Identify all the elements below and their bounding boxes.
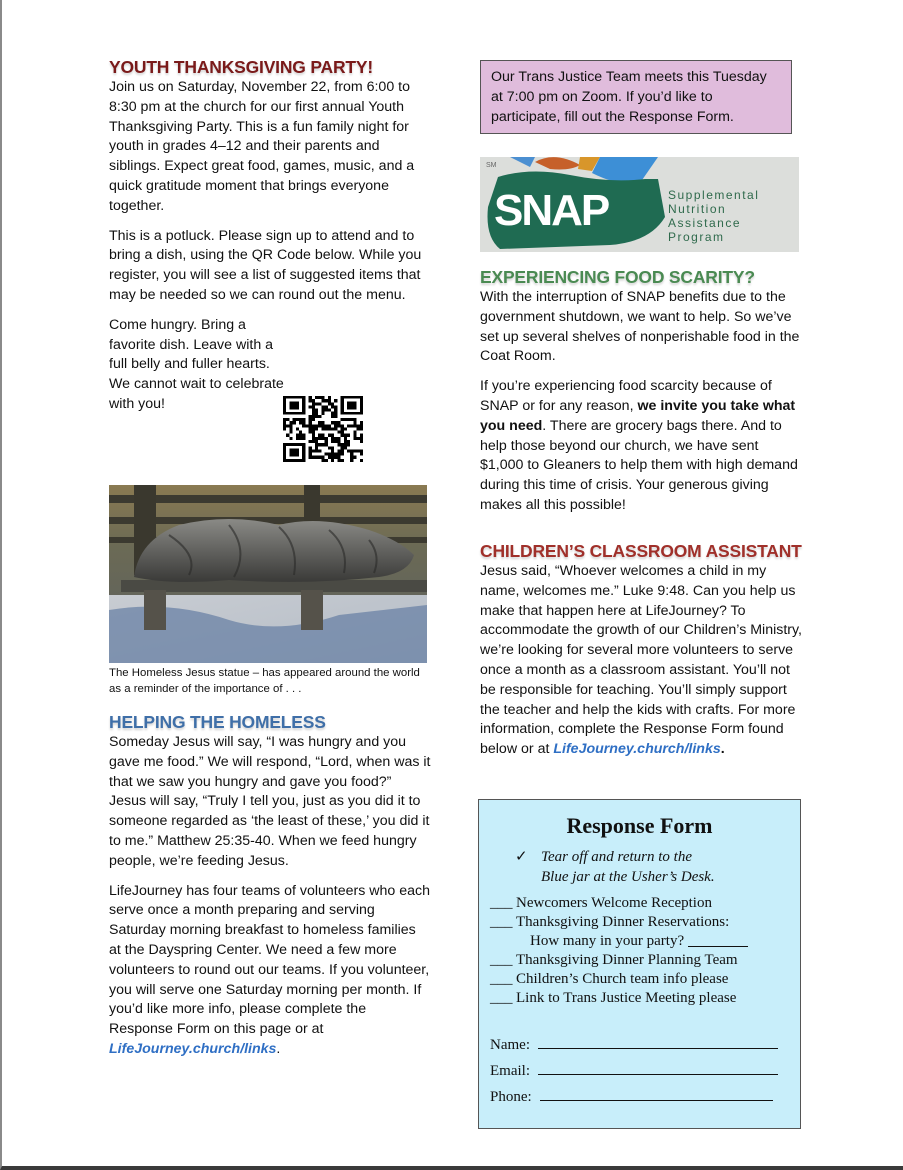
qr-module xyxy=(341,449,344,452)
snap-line-1: Supplemental xyxy=(668,188,760,202)
qr-module xyxy=(283,418,286,421)
qr-module xyxy=(334,424,337,427)
qr-module xyxy=(331,437,334,440)
qr-module xyxy=(360,421,363,424)
qr-module xyxy=(309,399,312,402)
qr-module xyxy=(347,424,350,427)
qr-module xyxy=(286,418,289,421)
qr-module xyxy=(312,449,315,452)
food-paragraph-2 xyxy=(480,377,802,516)
qr-module xyxy=(334,427,337,430)
qr-module xyxy=(309,415,312,418)
option-childrens-church[interactable] xyxy=(490,970,792,989)
qr-module xyxy=(334,437,337,440)
qr-module xyxy=(331,421,334,424)
qr-module xyxy=(318,449,321,452)
qr-module xyxy=(344,440,347,443)
qr-module xyxy=(353,421,356,424)
qr-module xyxy=(331,434,334,437)
qr-module xyxy=(299,418,302,421)
qr-module xyxy=(328,456,331,459)
qr-module xyxy=(321,434,324,437)
qr-module xyxy=(360,434,363,437)
qr-module xyxy=(328,399,331,402)
qr-module xyxy=(331,459,334,462)
qr-module xyxy=(328,424,331,427)
qr-module xyxy=(315,409,318,412)
qr-module xyxy=(289,427,292,430)
option-label: Children’s Church team info please xyxy=(516,971,729,987)
snap-wordmark: SNAP xyxy=(494,186,609,235)
qr-module xyxy=(315,456,318,459)
qr-module xyxy=(328,434,331,437)
food-paragraph-2-text: If you’re experiencing food scarcity because of SNAP or for any reason, xyxy=(480,378,772,414)
qr-module xyxy=(296,434,299,437)
qr-module xyxy=(309,405,312,408)
snap-logo-image xyxy=(480,157,799,252)
option-blank[interactable]: ___ xyxy=(490,895,513,911)
qr-module xyxy=(341,424,344,427)
qr-module xyxy=(353,424,356,427)
qr-module xyxy=(296,418,299,421)
qr-module xyxy=(350,418,353,421)
qr-module xyxy=(357,449,360,452)
qr-module xyxy=(318,402,321,405)
qr-module xyxy=(331,446,334,449)
option-label: Newcomers Welcome Reception xyxy=(516,895,712,911)
qr-code-icon[interactable] xyxy=(283,396,363,462)
note-line-1: Tear off and return to the xyxy=(541,849,692,865)
qr-module xyxy=(312,456,315,459)
phone-field[interactable] xyxy=(490,1084,792,1110)
qr-module xyxy=(318,456,321,459)
children-paragraph xyxy=(480,562,802,760)
qr-module xyxy=(350,456,353,459)
name-input-line[interactable] xyxy=(538,1034,778,1049)
food-paragraph-2-end: . There are grocery bags there. And to help those beyond our church, we have sent $1,000 to Gleaners to help them with high demand during this time of crisis. Your generous giving makes all this possible! xyxy=(480,417,798,513)
qr-module xyxy=(309,421,312,424)
qr-module xyxy=(289,437,292,440)
qr-module xyxy=(360,440,363,443)
option-trans-justice-link[interactable] xyxy=(490,989,792,1008)
qr-module xyxy=(299,434,302,437)
trans-justice-text: Our Trans Justice Team meets this Tuesday at 7:00 pm on Zoom. If you’d like to participate, fill out the Response Form. xyxy=(491,69,767,125)
qr-module xyxy=(325,443,328,446)
qr-module xyxy=(321,409,324,412)
qr-module xyxy=(302,418,305,421)
qr-module xyxy=(350,453,353,456)
qr-module xyxy=(296,427,299,430)
qr-module xyxy=(337,424,340,427)
qr-module xyxy=(347,449,350,452)
left-column xyxy=(109,56,431,1057)
qr-module xyxy=(325,440,328,443)
option-blank[interactable]: ___ xyxy=(490,914,513,930)
qr-module xyxy=(337,440,340,443)
qr-module xyxy=(334,412,337,415)
party-size-row[interactable] xyxy=(490,932,792,951)
qr-module xyxy=(341,453,344,456)
qr-module xyxy=(299,437,302,440)
qr-module xyxy=(309,456,312,459)
youth-party-section xyxy=(109,56,431,415)
qr-module xyxy=(357,424,360,427)
qr-module xyxy=(315,415,318,418)
response-form-note xyxy=(515,847,715,887)
qr-module xyxy=(325,459,328,462)
qr-module xyxy=(325,437,328,440)
qr-module xyxy=(344,446,347,449)
lifejourney-links-link[interactable]: LifeJourney.church/links xyxy=(109,1040,277,1057)
lifejourney-links-link-2[interactable]: LifeJourney.church/links xyxy=(553,741,721,758)
qr-module xyxy=(283,427,286,430)
qr-module xyxy=(318,443,321,446)
qr-module xyxy=(337,437,340,440)
qr-module xyxy=(350,449,353,452)
youth-party-paragraph-1: Join us on Saturday, November 22, from 6:00 to 8:30 pm at the church for our first annual Youth Thanksgiving Party. This is a fun family night for youth in grades 4–12 and their parents and siblings. Expect great food, games, music, and a quick gratitude moment that brings everyone together. xyxy=(109,79,415,214)
youth-party-heading: YOUTH THANKSGIVING PARTY! xyxy=(109,57,373,77)
qr-module xyxy=(353,431,356,434)
qr-module xyxy=(334,409,337,412)
phone-label: Phone: xyxy=(490,1089,532,1105)
homeless-paragraph-2-text: LifeJourney has four teams of volunteers who each serve once a month preparing and serving Saturday morning breakfast to homeless families at the Dayspring Center. We need a few more volunteers to round out our teams. If you volunteer, you will serve one Saturday morning per month. If you’d like more info, please complete the Response Form on this page or at xyxy=(109,882,430,1038)
qr-module xyxy=(334,415,337,418)
qr-module xyxy=(357,437,360,440)
qr-module xyxy=(347,434,350,437)
qr-module xyxy=(286,424,289,427)
qr-module xyxy=(289,424,292,427)
qr-module xyxy=(321,396,324,399)
qr-module xyxy=(312,431,315,434)
qr-module xyxy=(328,409,331,412)
qr-module xyxy=(325,399,328,402)
option-blank[interactable]: ___ xyxy=(490,990,513,1006)
qr-module xyxy=(331,415,334,418)
qr-module xyxy=(321,421,324,424)
qr-module xyxy=(321,459,324,462)
qr-module xyxy=(337,443,340,446)
qr-module xyxy=(312,418,315,421)
food-invite-bold: we invite you take what you need xyxy=(480,397,796,434)
qr-module xyxy=(337,449,340,452)
qr-module xyxy=(334,456,337,459)
email-input-line[interactable] xyxy=(538,1060,778,1075)
qr-module xyxy=(334,421,337,424)
qr-module xyxy=(331,402,334,405)
qr-module xyxy=(331,453,334,456)
qr-module xyxy=(321,412,324,415)
qr-module xyxy=(309,431,312,434)
qr-module xyxy=(293,418,296,421)
qr-module xyxy=(318,437,321,440)
qr-module xyxy=(325,405,328,408)
qr-module xyxy=(360,449,363,452)
qr-module xyxy=(334,440,337,443)
qr-module xyxy=(321,405,324,408)
email-field[interactable] xyxy=(490,1058,792,1084)
response-form-title: Response Form xyxy=(566,813,713,838)
qr-module xyxy=(315,437,318,440)
qr-module xyxy=(312,412,315,415)
qr-module xyxy=(309,427,312,430)
qr-module xyxy=(318,424,321,427)
party-size-prompt: How many in your party? xyxy=(530,933,685,949)
qr-module xyxy=(312,424,315,427)
qr-module xyxy=(337,456,340,459)
qr-module xyxy=(315,443,318,446)
qr-module xyxy=(321,424,324,427)
qr-module xyxy=(353,449,356,452)
qr-module xyxy=(331,405,334,408)
qr-module xyxy=(360,437,363,440)
qr-module xyxy=(350,424,353,427)
qr-module xyxy=(328,453,331,456)
children-heading: CHILDREN’S CLASSROOM ASSISTANT xyxy=(480,541,802,561)
qr-module xyxy=(325,453,328,456)
qr-module xyxy=(353,418,356,421)
qr-module xyxy=(347,443,350,446)
qr-module xyxy=(347,440,350,443)
qr-module xyxy=(331,427,334,430)
email-label: Email: xyxy=(490,1063,530,1079)
qr-module xyxy=(334,453,337,456)
qr-module xyxy=(325,427,328,430)
homeless-jesus-photo xyxy=(109,485,427,663)
qr-module xyxy=(283,421,286,424)
qr-module xyxy=(312,440,315,443)
qr-module xyxy=(312,399,315,402)
statue-image xyxy=(109,485,427,663)
qr-module xyxy=(325,424,328,427)
qr-module xyxy=(309,418,312,421)
qr-module xyxy=(344,434,347,437)
food-scarcity-section xyxy=(480,266,802,516)
qr-module xyxy=(328,402,331,405)
qr-module xyxy=(321,437,324,440)
food-heading: EXPERIENCING FOOD SCARITY? xyxy=(480,267,755,287)
homeless-section xyxy=(109,711,431,1060)
qr-module xyxy=(321,399,324,402)
qr-module xyxy=(318,415,321,418)
qr-module xyxy=(353,434,356,437)
homeless-paragraph-2-end: . xyxy=(276,1040,281,1057)
qr-module xyxy=(309,446,312,449)
qr-module xyxy=(360,453,363,456)
children-paragraph-end: . xyxy=(720,741,725,758)
homeless-paragraph-2 xyxy=(109,882,431,1060)
qr-module xyxy=(312,405,315,408)
qr-module xyxy=(296,437,299,440)
qr-module xyxy=(299,431,302,434)
name-field[interactable] xyxy=(490,1032,792,1058)
qr-module xyxy=(344,437,347,440)
qr-module xyxy=(321,443,324,446)
checkmark-icon: ✓ xyxy=(515,849,528,865)
qr-module xyxy=(328,446,331,449)
food-paragraph-1: With the interruption of SNAP benefits due to the government shutdown, we want to help. So we’ve set up several shelves of nonperishable food in the Coat Room. xyxy=(480,289,800,365)
qr-module xyxy=(353,456,356,459)
snap-sm-mark: SM xyxy=(486,162,497,169)
qr-module xyxy=(315,440,318,443)
response-options xyxy=(490,894,792,1008)
qr-module xyxy=(344,418,347,421)
qr-module xyxy=(331,449,334,452)
qr-module xyxy=(337,421,340,424)
qr-module xyxy=(312,409,315,412)
qr-module xyxy=(302,434,305,437)
option-label: Thanksgiving Dinner Planning Team xyxy=(516,952,738,968)
qr-module xyxy=(309,440,312,443)
qr-module xyxy=(341,443,344,446)
children-paragraph-text: Jesus said, “Whoever welcomes a child in my name, welcomes me.” Luke 9:48. Can you help us make that happen here at LifeJourney? To accommodate the growth of our Children’s Ministry, we’re looking for several more volunteers to serve once a month as a classroom assistant. You’ll not be responsible for teaching. You’ll simply support the teacher and help the kids with crafts. For more information, complete the Response Form found below or at xyxy=(480,563,802,758)
qr-module xyxy=(337,459,340,462)
qr-module xyxy=(360,427,363,430)
qr-module xyxy=(289,421,292,424)
qr-module xyxy=(321,456,324,459)
option-blank[interactable]: ___ xyxy=(490,952,513,968)
homeless-paragraph-1: Someday Jesus will say, “I was hungry and you gave me food.” We will respond, “Lord, when was it that we saw you hungry and gave you food?” Jesus will say, “Truly I tell you, just as you did it to someone regarded as ‘the least of these,’ you did it to me.” Matthew 25:35-40. When we feed hungry people, we’re feeding Jesus. xyxy=(109,734,431,869)
qr-module xyxy=(309,453,312,456)
qr-module xyxy=(318,434,321,437)
qr-module xyxy=(309,449,312,452)
phone-input-line[interactable] xyxy=(540,1086,773,1101)
qr-module xyxy=(341,427,344,430)
qr-module xyxy=(286,434,289,437)
qr-module xyxy=(331,456,334,459)
response-form xyxy=(478,799,801,1129)
note-line-2: Blue jar at the Usher’s Desk. xyxy=(541,869,715,885)
qr-module xyxy=(325,409,328,412)
qr-module xyxy=(312,402,315,405)
qr-module xyxy=(344,443,347,446)
qr-module xyxy=(341,434,344,437)
option-blank[interactable]: ___ xyxy=(490,971,513,987)
qr-module xyxy=(337,431,340,434)
qr-module xyxy=(353,437,356,440)
option-dinner-reservations[interactable] xyxy=(490,913,792,932)
qr-module xyxy=(341,418,344,421)
qr-module xyxy=(344,427,347,430)
qr-module xyxy=(315,396,318,399)
contact-fields xyxy=(490,1032,792,1110)
youth-party-paragraph-2: This is a potluck. Please sign up to attend and to bring a dish, using the QR Code below. While you register, you will see a list of suggested items that may be needed so we can round out the menu. xyxy=(109,227,422,303)
qr-module xyxy=(312,437,315,440)
qr-module xyxy=(315,412,318,415)
qr-module xyxy=(334,399,337,402)
snap-logo xyxy=(480,157,799,252)
qr-module xyxy=(331,412,334,415)
qr-module xyxy=(318,421,321,424)
qr-module xyxy=(360,424,363,427)
qr-module xyxy=(315,427,318,430)
photo-caption: The Homeless Jesus statue – has appeared around the world as a reminder of the importance of . . . xyxy=(109,667,420,695)
qr-module xyxy=(328,396,331,399)
qr-module xyxy=(315,449,318,452)
qr-module xyxy=(341,446,344,449)
qr-module xyxy=(334,405,337,408)
qr-module xyxy=(315,446,318,449)
snap-line-3: Assistance xyxy=(668,216,742,230)
qr-module xyxy=(302,421,305,424)
snap-line-2: Nutrition xyxy=(668,202,727,216)
qr-module xyxy=(289,431,292,434)
qr-module xyxy=(293,421,296,424)
qr-module xyxy=(328,427,331,430)
homeless-heading: HELPING THE HOMELESS xyxy=(109,712,326,732)
qr-module xyxy=(337,453,340,456)
qr-module xyxy=(299,421,302,424)
qr-module xyxy=(331,440,334,443)
qr-module xyxy=(341,459,344,462)
qr-module xyxy=(318,396,321,399)
qr-module xyxy=(315,402,318,405)
qr-module xyxy=(357,427,360,430)
option-dinner-planning[interactable] xyxy=(490,951,792,970)
qr-module xyxy=(312,427,315,430)
qr-module xyxy=(309,424,312,427)
youth-party-paragraph-3: Come hungry. Bring a favorite dish. Leave with a full belly and fuller hearts. We cannot wait to celebrate with you! xyxy=(109,316,284,412)
snap-line-4: Program xyxy=(668,230,725,244)
qr-module xyxy=(315,424,318,427)
qr-module xyxy=(347,418,350,421)
children-assistant-section xyxy=(480,540,802,760)
qr-module xyxy=(302,424,305,427)
option-label: Thanksgiving Dinner Reservations: xyxy=(516,914,730,930)
qr-module xyxy=(309,396,312,399)
option-newcomers[interactable] xyxy=(490,894,792,913)
party-size-blank[interactable] xyxy=(688,932,748,947)
trans-justice-callout xyxy=(480,60,792,134)
qr-module xyxy=(341,431,344,434)
qr-module xyxy=(302,437,305,440)
qr-module xyxy=(312,415,315,418)
qr-module xyxy=(283,424,286,427)
qr-module xyxy=(321,427,324,430)
option-label: Link to Trans Justice Meeting please xyxy=(516,990,737,1006)
qr-module xyxy=(305,424,308,427)
name-label: Name: xyxy=(490,1037,530,1053)
qr-module xyxy=(350,459,353,462)
qr-module xyxy=(360,459,363,462)
qr-module xyxy=(312,434,315,437)
